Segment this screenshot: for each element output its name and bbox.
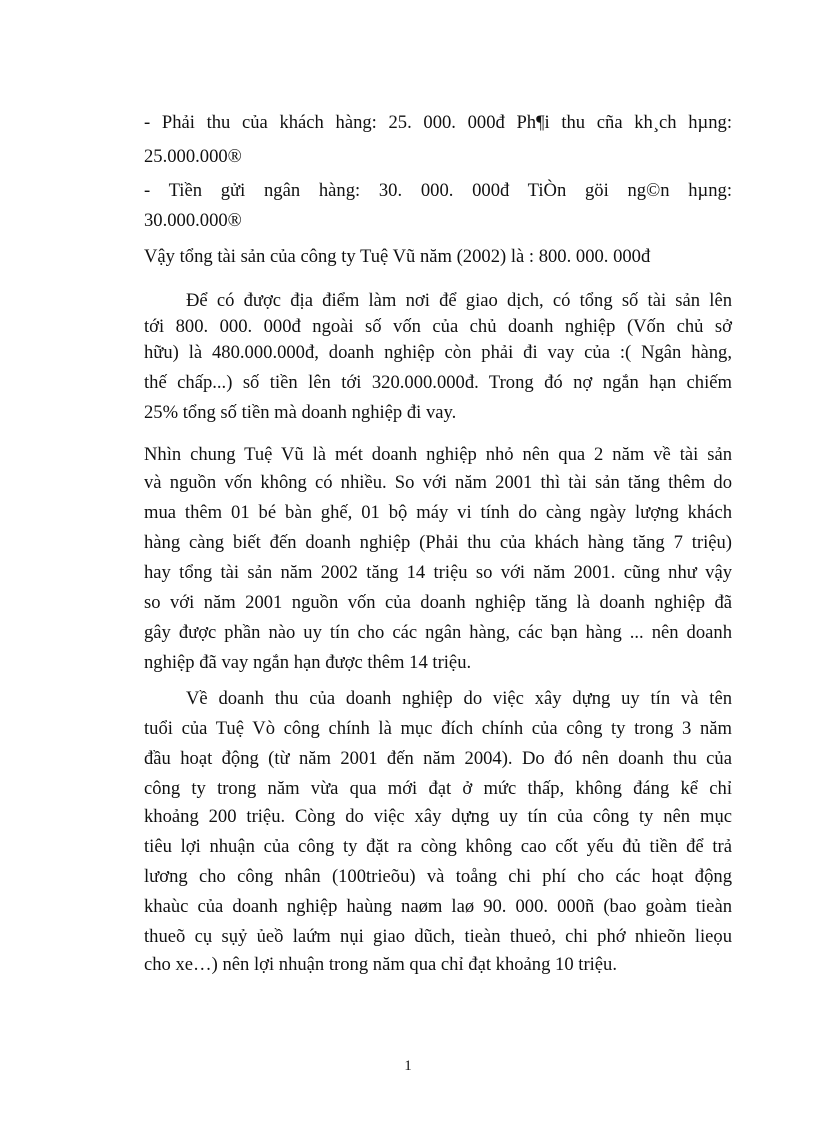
text-line: mua thêm 01 bé bàn ghế, 01 bộ máy vi tính do càng ngày lượng khách [144,502,732,523]
text-line: 30.000.000® [144,210,242,231]
text-line: đầu hoạt động (từ năm 2001 đến năm 2004). Do đó nên doanh thu của [144,748,732,769]
text-line: Nhìn chung Tuệ Vũ là mét doanh nghiệp nhỏ nên qua 2 năm về tài sản [144,444,732,465]
text-line: tuổi của Tuệ Vò công chính là mục đích chính của công ty trong 3 năm [144,718,732,739]
text-line: 25.000.000® [144,146,242,167]
text-line: Để có được địa điểm làm nơi để giao dịch, có tổng số tài sản lên [186,290,732,311]
page-number: 1 [404,1058,412,1074]
text-line: Về doanh thu của doanh nghiệp do việc xây dựng uy tín và tên [186,688,732,709]
text-line: lương cho công nhân (100trieõu) và toång chi phí cho các hoạt động [144,866,732,887]
text-line: tới 800. 000. 000đ ngoài số vốn của chủ doanh nghiệp (Vốn chủ sở [144,316,732,337]
text-line: Vậy tổng tài sản của công ty Tuệ Vũ năm (2002) là : 800. 000. 000đ [144,246,651,267]
text-line: khoảng 200 triệu. Còng do việc xây dựng uy tín của công ty nên mục [144,806,732,827]
text-line: tiêu lợi nhuận của công ty đặt ra còng không cao cốt yếu đủ tiền để trả [144,836,732,857]
text-line: - Phải thu của khách hàng: 25. 000. 000đ Ph¶i thu cña kh¸ch hµng: [144,112,732,133]
text-line: hàng càng biết đến doanh nghiệp (Phải thu của khách hàng tăng 7 triệu) [144,532,732,553]
text-line: gây được phần nào uy tín cho các ngân hàng, các bạn hàng ... nên doanh [144,622,732,643]
text-line: so với năm 2001 nguồn vốn của doanh nghiệp tăng là doanh nghiệp đã [144,592,732,613]
text-line: thueõ cụ sụỷ ủeồ laứm nụi giao dũch, tieàn thueỏ, chi phớ nhieõn lieọu [144,926,732,947]
text-line: khaùc của doanh nghiệp haùng naøm laø 90. 000. 000ñ (bao goàm tieàn [144,896,732,917]
text-line: nghiệp đã vay ngắn hạn được thêm 14 triệu. [144,652,472,673]
text-line: - Tiền gửi ngân hàng: 30. 000. 000đ TiÒn göi ng©n hµng: [144,180,732,201]
text-line: và nguồn vốn không có nhiều. So với năm 2001 thì tài sản tăng thêm do [144,472,732,493]
text-line: hay tổng tài sản năm 2002 tăng 14 triệu so với năm 2001. cũng như vậy [144,562,732,583]
text-line: cho xe…) nên lợi nhuận trong năm qua chỉ đạt khoảng 10 triệu. [144,954,618,975]
text-line: công ty trong năm vừa qua mới đạt ở mức thấp, không đáng kể chỉ [144,778,732,799]
text-line: hữu) là 480.000.000đ, doanh nghiệp còn phải đi vay của :( Ngân hàng, [144,342,732,363]
text-line: 25% tổng số tiền mà doanh nghiệp đi vay. [144,402,457,423]
text-line: thế chấp...) số tiền lên tới 320.000.000đ. Trong đó nợ ngắn hạn chiếm [144,372,732,393]
